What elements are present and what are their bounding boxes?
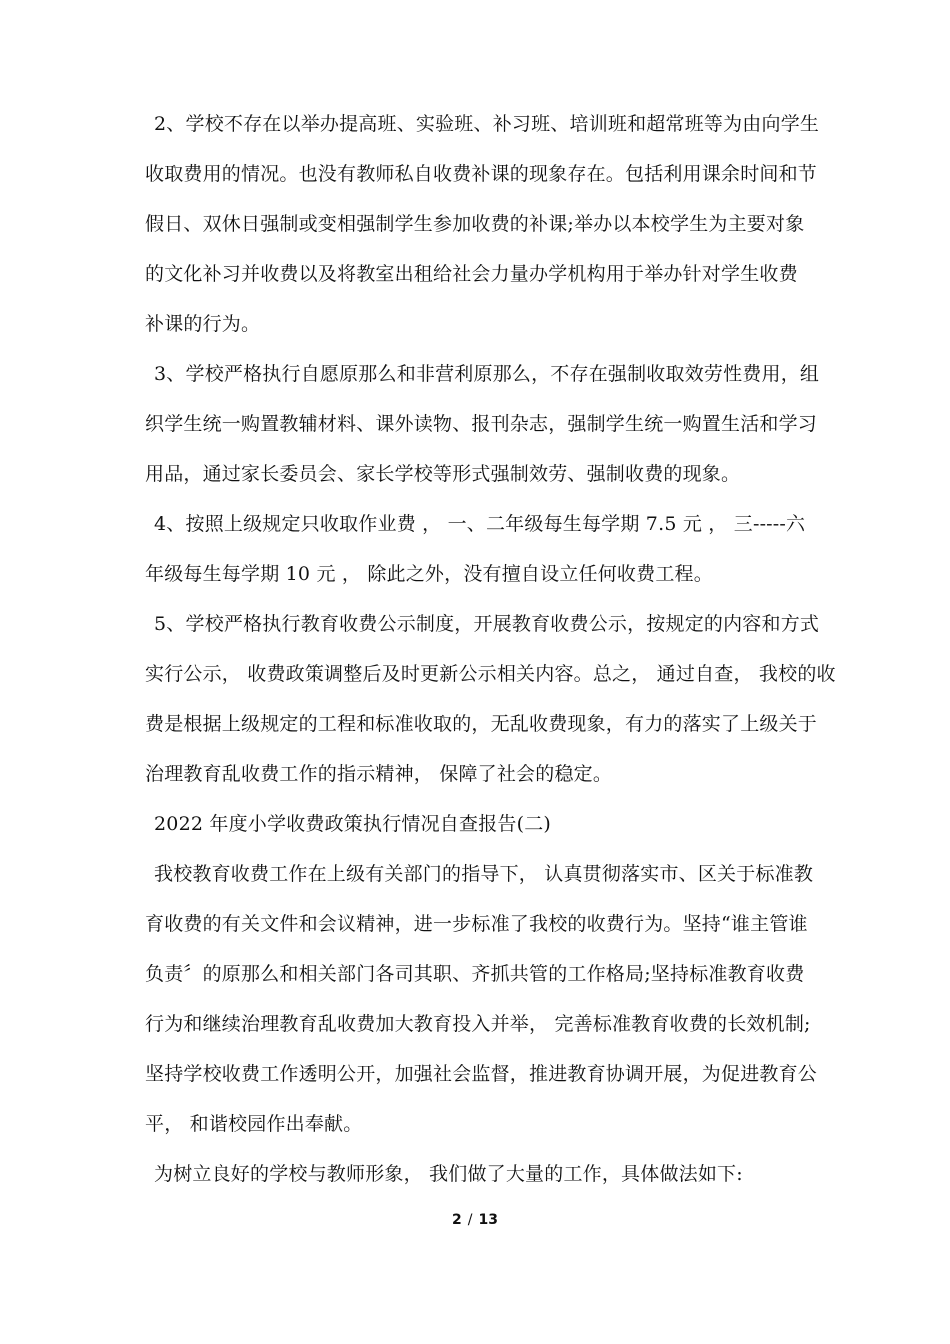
paragraph-3-line-3: 用品，通过家长委员会、家长学校等形式强制效劳、强制收费的现象。 [145,463,741,485]
paragraph-method-line-1: 为树立良好的学校与教师形象， 我们做了大量的工作，具体做法如下: [154,1163,743,1185]
paragraph-2-line-3: 假日、双休日强制或变相强制学生参加收费的补课;举办以本校学生为主要对象 [145,213,805,235]
section-heading: 2022 年度小学收费政策执行情况自查报告(二) [154,813,552,835]
page-separator: / [467,1212,473,1228]
document-body [145,104,836,1204]
paragraph-5-line-4: 治理教育乱收费工作的指示精神， 保障了社会的稳定。 [145,763,613,785]
paragraph-intro-line-5: 坚持学校收费工作透明公开，加强社会监督，推进教育协调开展，为促进教育公 [145,1063,818,1085]
paragraph-2-line-5: 补课的行为。 [145,313,261,335]
paragraph-intro-line-2: 育收费的有关文件和会议精神，进一步标准了我校的收费行为。坚持“谁主管谁 [145,913,808,935]
paragraph-2-line-1: 2、学校不存在以举办提高班、实验班、补习班、培训班和超常班等为由向学生 [154,113,820,135]
paragraph-2-line-2: 收取费用的情况。也没有教师私自收费补课的现象存在。包括利用课余时间和节 [145,163,818,185]
paragraph-5-line-1: 5、学校严格执行教育收费公示制度，开展教育收费公示，按规定的内容和方式 [154,613,820,635]
paragraph-intro-line-6: 平， 和谐校园作出奉献。 [145,1113,363,1135]
paragraph-3-line-1: 3、学校严格执行自愿原那么和非营利原那么，不存在强制收取效劳性费用，组 [154,363,820,385]
page-number [0,1212,950,1228]
paragraph-intro-line-3: 负责〞的原那么和相关部门各司其职、齐抓共管的工作格局;坚持标准教育收费 [145,963,805,985]
paragraph-4-line-1: 4、按照上级规定只收取作业费 ， 一、二年级每生每学期 7.5 元 ， 三-----六 [154,513,806,535]
paragraph-5-line-2: 实行公示， 收费政策调整后及时更新公示相关内容。总之， 通过自查， 我校的收 [145,663,836,685]
paragraph-5-line-3: 费是根据上级规定的工程和标准收取的，无乱收费现象，有力的落实了上级关于 [145,713,818,735]
paragraph-intro-line-4: 行为和继续治理教育乱收费加大教育投入并举， 完善标准教育收费的长效机制; [145,1013,811,1035]
current-page-number: 2 [452,1212,462,1228]
paragraph-2-line-4: 的文化补习并收费以及将教室出租给社会力量办学机构用于举办针对学生收费 [145,263,798,285]
paragraph-4-line-2: 年级每生每学期 10 元 ， 除此之外，没有擅自设立任何收费工程。 [145,563,713,585]
paragraph-intro-line-1: 我校教育收费工作在上级有关部门的指导下， 认真贯彻落实市、区关于标准教 [154,863,814,885]
total-page-count: 13 [478,1212,498,1228]
paragraph-3-line-2: 织学生统一购置教辅材料、课外读物、报刊杂志，强制学生统一购置生活和学习 [145,413,818,435]
